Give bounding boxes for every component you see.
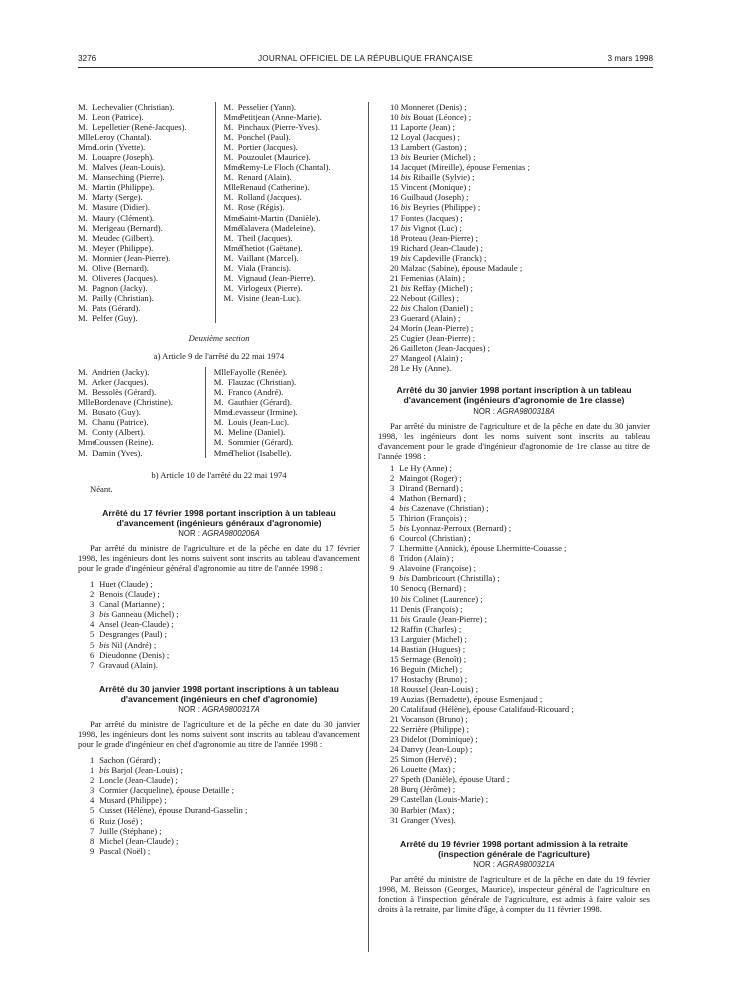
column-divider (368, 102, 369, 952)
list-item: M. Pelfer (Guy). (78, 312, 138, 323)
list-item: M. Rose (Régis). (223, 202, 285, 213)
list-item: M. Rolland (Jacques). (223, 192, 302, 203)
list-item: M. Pats (Gérard). (78, 302, 141, 313)
list-item: 28 Burq (Jérôme) ; (390, 784, 456, 795)
nor-reference: NOR : AGRA9800317A (178, 705, 260, 715)
left-column (78, 102, 360, 856)
list-item: 24 Morin (Jean-Pierre) ; (390, 323, 474, 334)
list-item: Mlle Leroy (Chantal). (78, 132, 152, 143)
list-item: Mme Theliot (Isabelle). (213, 447, 292, 458)
list-item: 10 Monneret (Denis) ; (390, 102, 467, 112)
decree-title: Arrêté du 19 février 1998 portant admission à la retraite (inspection générale de l'agriculture) (400, 838, 628, 859)
list-item: 18 Roussel (Jean-Louis) ; (390, 683, 479, 694)
list-item: 7 Gravaud (Alain). (90, 659, 158, 670)
list-item: M. Theil (Jacques). (223, 232, 293, 243)
list-item: 27 Speth (Danièle), épouse Utard ; (390, 774, 510, 785)
list-item: M. Monnier (Jean-Pierre). (78, 252, 171, 263)
list-item: M. Conty (Albert). (78, 427, 146, 438)
list-item: 19 Richard (Jean-Claude) ; (390, 242, 483, 253)
list-item: M. Pailly (Christian). (78, 292, 154, 303)
list-item: M. Renard (Alain). (223, 172, 292, 183)
list-item: Mme Talavera (Madeleine). (223, 222, 316, 233)
list-item: 27 Mangeol (Alain) ; (390, 353, 463, 364)
list-item: 19 bis Capdeville (Franck) ; (390, 252, 487, 263)
list-item: 14 Bastian (Hugues) ; (390, 643, 466, 654)
decree-paragraph: Par arrêté du ministre de l'agriculture et de la pêche en date du 30 janvier 1998, les ingénieurs dont les noms suivent sont inscrits au tableau d'avancement pour le grade d'ingénieur en chef d'agronomie au titre de l'année 1998 : (78, 719, 360, 750)
page-number: 3276 (78, 54, 97, 63)
nor-reference: NOR : AGRA9800321A (473, 860, 555, 869)
list-item: M. Vaillant (Marcel). (223, 252, 299, 263)
neant-text: Néant. (90, 483, 113, 494)
list-item: 25 Cugier (Jean-Pierre) ; (390, 333, 476, 344)
list-item: 25 Simon (Hervé) ; (390, 754, 457, 765)
header-rule (78, 67, 653, 68)
list-item: 16 Beguin (Michel) ; (390, 663, 463, 674)
list-item: M. Franco (André). (213, 387, 284, 398)
nor-reference: NOR : AGRA9800318A (473, 406, 555, 416)
list-item: 2 Benois (Claude) ; (90, 589, 160, 600)
list-item: M. Lechevalier (Christian). (78, 102, 175, 112)
list-item: M. Maury (Clément). (78, 212, 155, 223)
list-item: 4 Ansel (Jean-Claude) ; (90, 619, 174, 630)
list-item: 3 Canal (Marianne) ; (90, 599, 165, 610)
article-b: b) Article 10 de l'arrêté du 22 mai 1974 (151, 469, 287, 480)
list-item: 5 Desgranges (Paul) ; (90, 629, 167, 640)
list-item: M. Louis (Jean-Luc). (213, 417, 290, 428)
list-item: Mme Thetiot (Gaëtane). (223, 242, 303, 253)
list-item: 11 Laporte (Jean) ; (390, 122, 455, 133)
list-item: M. Visine (Jean-Luc). (223, 292, 301, 303)
list-item: M. Virlogeux (Pierre). (223, 282, 303, 293)
list-item: 14 bis Ribaille (Sylvie) ; (390, 172, 475, 183)
list-item: 3 bis Ganneau (Michel) ; (90, 609, 179, 620)
list-item: Mme Levasseur (Irmine). (213, 407, 298, 418)
list-item: 22 Serrière (Philippe) ; (390, 724, 470, 735)
list-item: 14 Jacquet (Mireille), épouse Femenias ; (390, 162, 530, 173)
list-item: M. Oliveres (Jacques). (78, 272, 159, 283)
list-item: M. Andrien (Jacky). (78, 367, 150, 378)
list-item: 15 Sermage (Benoît) ; (390, 653, 467, 664)
section-title: Deuxième section (188, 333, 250, 344)
list-item: 4 Mathon (Bernard) ; (390, 493, 466, 504)
second-section-names (78, 367, 360, 457)
list-item: M. Ponchel (Paul). (223, 132, 291, 143)
list-item: 30 Barbier (Max) ; (390, 804, 455, 815)
list-item: M. Vignaud (Jean-Pierre). (223, 272, 316, 283)
decree-list (378, 463, 650, 825)
list-item: M. Flauzac (Christian). (213, 377, 297, 388)
list-item: 5 Cusset (Hélène), épouse Durand-Gasselin ; (90, 805, 248, 816)
list-item: 1 Le Hy (Anne) ; (390, 462, 452, 473)
list-item: M. Pouzoulet (Maurice). (223, 152, 311, 163)
list-item: 3 Cormier (Jacqueline), épouse Detaille ; (90, 785, 234, 796)
list-item: 1 bis Barjol (Jean-Louis) ; (90, 765, 183, 776)
list-item: 4 Musard (Philippe) ; (90, 795, 167, 806)
list-item: M. Pesselier (Yann). (223, 102, 297, 112)
list-item: Mme Petitjean (Anne-Marie). (223, 112, 322, 123)
list-item: 26 Gailleton (Jean-Jacques) ; (390, 343, 490, 354)
list-item: 6 Courcol (Christian) ; (390, 533, 471, 544)
issue-date: 3 mars 1998 (607, 54, 653, 63)
first-section-names (78, 102, 360, 323)
list-item: M. Olive (Bernard). (78, 262, 149, 273)
list-item: M. Louapre (Joseph). (78, 152, 155, 163)
list-item: 2 Loncle (Jean-Claude) ; (90, 775, 178, 786)
list-item: 9 Pascal (Noël) ; (90, 845, 151, 856)
list-item: 28 Le Hy (Anne). (390, 363, 452, 374)
list-item: M. Meline (Daniel). (213, 427, 286, 438)
sec2-col-right (205, 367, 360, 457)
list-item: M. Gauthier (Gérard). (213, 397, 292, 408)
list-item: 4 bis Cazenave (Christian) ; (390, 503, 489, 514)
journal-title: JOURNAL OFFICIEL DE LA RÉPUBLIQUE FRANÇAISE (257, 54, 473, 63)
decree-title: Arrêté du 30 janvier 1998 portant inscriptions à un tableau d'avancement (ingénieurs en chef d'agronomie) (99, 683, 339, 704)
list-item: 1 Sachon (Gérard) ; (90, 755, 161, 766)
list-item: M. Martin (Philippe). (78, 182, 155, 193)
list-item: 7 Lhermitte (Annick), épouse Lhermitte-Couasse ; (390, 543, 567, 554)
decree-block (378, 385, 650, 824)
list-item: M. Pagnon (Jacky). (78, 282, 148, 293)
list-item: M. Merigeau (Bernard). (78, 222, 163, 233)
list-item: M. Chanu (Patrice). (78, 417, 149, 428)
page-header (78, 54, 653, 66)
list-item: 20 Catalifaud (Hélène), épouse Catalifaud-Ricouard ; (390, 704, 574, 715)
list-item: 29 Castellan (Louis-Marie) ; (390, 794, 489, 805)
list-item: Mme Lorin (Yvette). (78, 142, 146, 153)
decree-paragraph: Par arrêté du ministre de l'agriculture et de la pêche en date du 30 janvier 1998, les ingénieurs dont les noms suivent sont inscrits au tableau d'avancement pour le grade d'ingénieur d'agronomie de 1re classe au titre de l'année 1998 : (378, 420, 650, 461)
list-item: M. Malves (Jean-Louis). (78, 162, 166, 173)
list-item: 9 Alavoine (Françoise) ; (390, 563, 477, 574)
list-item: Mme Saint-Martin (Danièle). (223, 212, 321, 223)
list-item: 6 Dieudonne (Denis) ; (90, 649, 170, 660)
list-item: 15 Vincent (Monique) ; (390, 182, 471, 193)
list-item: 9 bis Dambricourt (Christilla) ; (390, 573, 500, 584)
list-item: 23 Didelot (Dominique) ; (390, 734, 478, 745)
list-item: M. Masure (Didier). (78, 202, 150, 213)
decree-title: Arrêté du 30 janvier 1998 portant inscription à un tableau d'avancement (ingénieurs d'agronomie de 1re classe) (396, 385, 632, 406)
list-item: M. Arker (Jacques). (78, 377, 149, 388)
list-item: 18 Proteau (Jean-Pierre) ; (390, 232, 479, 243)
right-column (378, 102, 650, 916)
list-item: M. Portier (Jacques). (223, 142, 298, 153)
list-item: 21 Femenias (Alain) ; (390, 272, 466, 283)
list-item: 12 Raffin (Charles) ; (390, 623, 462, 634)
list-item: 8 Michel (Jean-Claude) ; (90, 835, 179, 846)
list-item: M. Marty (Serge). (78, 192, 143, 203)
list-item: 12 Loyal (Jacques) ; (390, 132, 460, 143)
list-item: M. Damin (Yves). (78, 447, 143, 458)
list-item: 13 Larguier (Michel) ; (390, 633, 467, 644)
decree-block (78, 508, 360, 670)
list-item: M. Busato (Guy). (78, 407, 141, 418)
list-item: M. Bessolès (Gérard). (78, 387, 157, 398)
list-item: M. Meyer (Philippe). (78, 242, 154, 253)
list-item: 19 Auzias (Bernadette), épouse Esmenjaud ; (390, 693, 543, 704)
decree-title: Arrêté du 17 février 1998 portant inscription à un tableau d'avancement (ingénieurs généraux d'agronomie) (102, 507, 336, 528)
list-item: 17 bis Vignot (Luc) ; (390, 222, 462, 233)
decree-block (78, 684, 360, 856)
list-item: Mme Coussen (Reine). (78, 437, 154, 448)
list-item: 17 Fontes (Jacques) ; (390, 212, 463, 223)
sec2-col-left (78, 367, 203, 457)
list-item: 13 Lambert (Gaston) ; (390, 142, 467, 153)
list-item: 7 Juille (Stéphane) ; (90, 825, 162, 836)
continued-list (378, 102, 650, 373)
list-item: Mme Remy-Le Floch (Chantal). (223, 162, 331, 173)
list-item: 6 Ruiz (José) ; (90, 815, 143, 826)
list-item: Mlle Fayolle (Renée). (213, 367, 288, 378)
list-item: 1 Huet (Claude) ; (90, 579, 153, 590)
list-item: M. Lepelletier (René-Jacques). (78, 122, 187, 133)
list-item: 13 bis Beurier (Michel) ; (390, 152, 476, 163)
list-item: 8 Tridon (Alain) ; (390, 553, 454, 564)
list-item: 23 Guerard (Alain) ; (390, 312, 461, 323)
list-item: 3 Dirand (Bernard) ; (390, 483, 464, 493)
list-item: 10 bis Colinet (Laurence) ; (390, 593, 483, 604)
list-item: 31 Granger (Yves). (390, 814, 456, 825)
list-item: 11 Denis (François) ; (390, 603, 463, 614)
list-item: M. Leon (Patrice). (78, 112, 144, 123)
decree-paragraph: Par arrêté du ministre de l'agriculture et de la pêche en date du 17 février 1998, les ingénieurs dont les noms suivent sont inscrits au tableau d'avancement pour le grade d'ingénieur général d'agronomie au titre de l'année 1998 : (78, 543, 360, 574)
list-item: 22 bis Chalon (Daniel) ; (390, 302, 474, 313)
list-item: 21 Vocanson (Bruno) ; (390, 714, 468, 725)
decree-block (378, 839, 650, 915)
list-item: 21 bis Reffay (Michel) ; (390, 282, 473, 293)
list-item: 5 bis Lyonnaz-Perroux (Bernard) ; (390, 523, 512, 534)
decree-list (78, 755, 360, 855)
article-a: a) Article 9 de l'arrêté du 22 mai 1974 (153, 351, 285, 362)
list-item: 16 Guilbaud (Joseph) ; (390, 192, 469, 203)
list-item: 17 Hostachy (Bruno) ; (390, 673, 468, 684)
list-item: M. Manseching (Pierre). (78, 172, 165, 183)
list-item: M. Meudec (Gilbert). (78, 232, 155, 243)
list-item: 22 Nebout (Gilles) ; (390, 292, 459, 303)
list-item: M. Pinchaux (Pierre-Yves). (223, 122, 320, 133)
nor-reference: NOR : AGRA9800206A (178, 529, 260, 539)
list-item: M. Sommier (Gérard). (213, 437, 294, 448)
list-item: 20 Malzac (Sabine), épouse Madaule ; (390, 262, 523, 273)
decree-list (78, 579, 360, 669)
list-item: 2 Maingot (Roger) ; (390, 472, 462, 483)
names-col-left (78, 102, 213, 323)
list-item: 10 bis Bouat (Léonce) ; (390, 112, 472, 123)
list-item: 16 bis Beyries (Philippe) ; (390, 202, 481, 213)
list-item: 26 Louette (Max) ; (390, 764, 456, 775)
list-item: Mlle Bordenave (Christine). (78, 397, 173, 408)
names-col-right (215, 102, 360, 323)
list-item: 5 bis Nil (André) ; (90, 639, 157, 650)
list-item: 5 Thirion (François) ; (390, 513, 467, 524)
list-item: 10 Senocq (Bernard) ; (390, 583, 467, 594)
list-item: 24 Danvy (Jean-Loup) ; (390, 744, 473, 755)
list-item: 11 bis Graule (Jean-Pierre) ; (390, 613, 488, 624)
list-item: Mlle Renaud (Catherine). (223, 182, 310, 193)
decree-paragraph: Par arrêté du ministre de l'agriculture et de la pêche en date du 19 février 1998, M. Beisson (Georges, Maurice), inspecteur général de l'agriculture en fonction à l'inspection générale de l'agriculture, est admis à faire valoir ses droits à la retraite, par limite d'âge, à compter du 11 février 1998. (378, 874, 650, 915)
list-item: M. Viala (Francis). (223, 262, 291, 273)
